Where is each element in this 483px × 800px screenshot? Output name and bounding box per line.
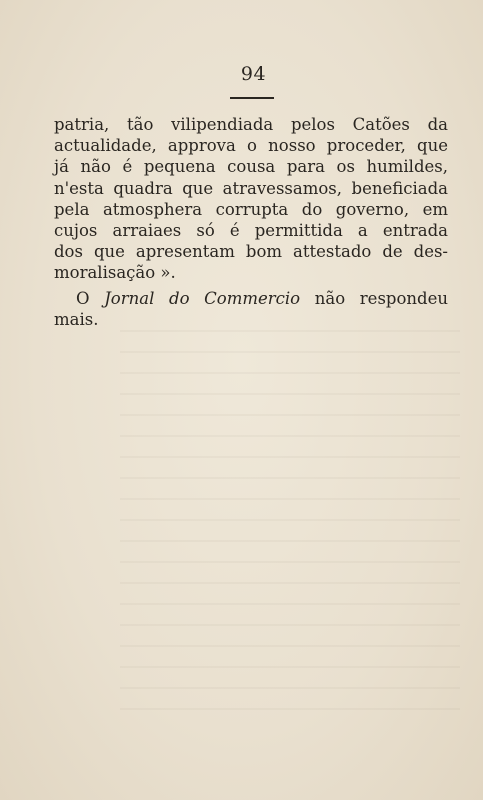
page-number: 94 [240,63,267,85]
text-line [54,288,448,309]
text-line: pela atmosphera corrupta do governo, em [54,199,448,219]
paragraph-1 [54,114,448,284]
header-rule [230,97,274,99]
show-through-text [120,330,460,710]
text-line: cujos arraiaes só é permittida a entrada [54,221,448,241]
text-fragment: não respondeu [300,288,448,308]
text-line: moralisação ». [54,263,176,283]
paragraph-2 [54,288,448,330]
text-line: patria, tão vilipendiada pelos Catões da [54,115,448,134]
text-line: já não é pequena cousa para os humildes, [54,157,448,177]
text-line: mais. [54,309,99,329]
body-text [54,114,448,330]
text-line: n'esta quadra que atravessamos, beneficiada [54,178,448,198]
newspaper-title: Jornal do Commercio [104,288,301,308]
text-line: actualidade, approva o nosso proceder, que [54,136,448,156]
text-line: dos que apresentam bom attestado de des- [54,242,448,262]
text-fragment: O [76,288,105,308]
